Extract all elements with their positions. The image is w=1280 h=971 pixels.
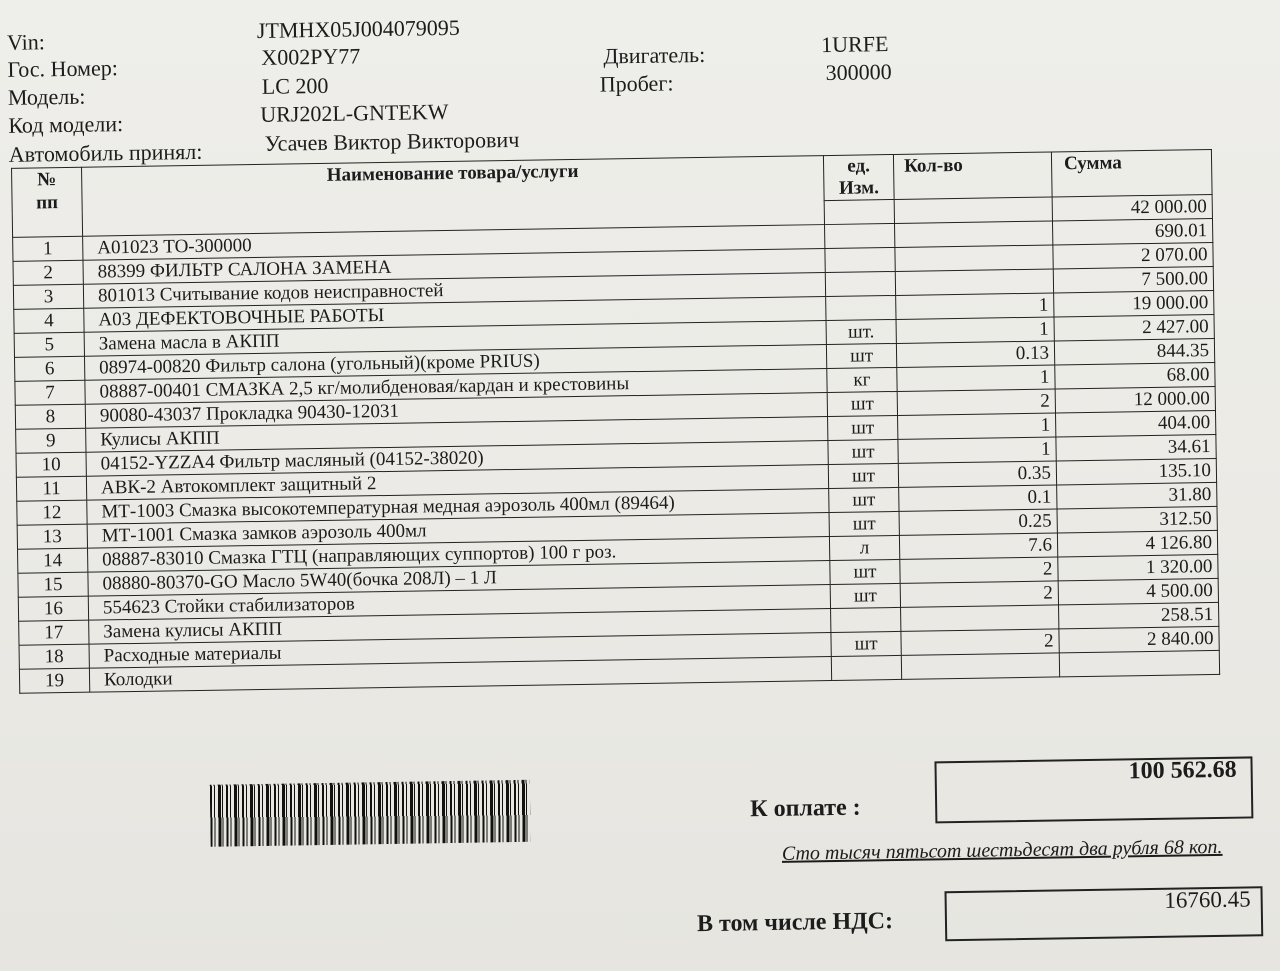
item-qty (895, 221, 1053, 247)
item-unit: шт (827, 391, 897, 416)
item-name: МТ-1003 Смазка высокотемпературная медная аэрозоль 400мл (89464) (87, 489, 829, 525)
row-number: 7 (15, 380, 85, 405)
row-number: 16 (18, 596, 88, 621)
mileage-value: 300000 (825, 58, 892, 86)
item-unit (826, 295, 896, 320)
item-name: 08887-00401 СМАЗКА 2,5 кг/молибденовая/кардан и крестовины (85, 369, 827, 405)
item-qty (895, 245, 1053, 271)
item-qty: 0.25 (899, 509, 1057, 535)
pay-label: К оплате : (749, 794, 861, 823)
item-sum: 404.00 (1055, 410, 1215, 437)
row-number: 1 (13, 236, 83, 261)
row-number: 2 (13, 260, 83, 285)
item-sum: 68.00 (1055, 362, 1215, 389)
items-table (11, 149, 1220, 694)
item-name: 08880-80370-GO Масло 5W40(бочка 208Л) – 1 Л (88, 561, 830, 597)
row-number: 15 (18, 572, 88, 597)
item-name: Колодки (89, 657, 831, 693)
item-unit: шт (828, 463, 898, 488)
row-number: 19 (19, 668, 89, 693)
item-sum: 2 840.00 (1059, 626, 1219, 653)
row-number: 12 (17, 500, 87, 525)
item-sum: 34.61 (1056, 434, 1216, 461)
item-name: Расходные материалы (89, 633, 831, 669)
row-number: 13 (17, 524, 87, 549)
item-unit (825, 271, 895, 296)
item-name: МТ-1001 Смазка замков аэрозоль 400мл (87, 513, 829, 549)
item-qty: 2 (900, 581, 1058, 607)
col-header-no-label: № (37, 169, 57, 191)
cell-qty (894, 197, 1052, 223)
item-name: 90080-43037 Прокладка 90430-12031 (85, 393, 827, 429)
barcode (210, 780, 531, 847)
item-sum: 19 000.00 (1054, 290, 1214, 317)
item-qty: 2 (897, 389, 1055, 415)
row-number: 14 (18, 548, 88, 573)
plate-label: Гос. Номер: (7, 55, 119, 82)
item-sum: 2 070.00 (1053, 242, 1213, 269)
item-qty: 1 (898, 413, 1056, 439)
model-label: Модель: (7, 83, 86, 110)
item-qty: 1 (897, 365, 1055, 391)
item-name: 08974-00820 Фильтр салона (угольный)(кроме PRIUS) (84, 345, 826, 381)
item-unit: шт (830, 583, 900, 608)
total-value: 100 562.68 (1128, 756, 1237, 785)
item-name: A03 ДЕФЕКТОВОЧНЫЕ РАБОТЫ (84, 297, 826, 333)
row-number: 3 (13, 284, 83, 309)
col-header-sum: Сумма (1051, 149, 1212, 197)
item-sum: 135.10 (1056, 458, 1216, 485)
item-name: A01023 ТО-300000 (83, 225, 825, 261)
item-unit: шт (829, 511, 899, 536)
cell-first-sum: 42 000.00 (1052, 194, 1212, 221)
item-sum: 258.51 (1059, 602, 1219, 629)
item-unit (831, 607, 901, 632)
item-sum: 31.80 (1057, 482, 1217, 509)
item-qty: 0.35 (898, 461, 1056, 487)
item-qty: 0.1 (899, 485, 1057, 511)
receiver-value: Усачев Виктор Викторович (264, 126, 520, 156)
row-number: 11 (16, 476, 86, 501)
vat-label: В том числе НДС: (696, 908, 894, 938)
item-sum: 4 500.00 (1058, 578, 1218, 605)
engine-label: Двигатель: (603, 41, 706, 69)
item-sum (1059, 650, 1219, 677)
item-name: 08887-83010 Смазка ГТЦ (направляющих суппортов) 100 г роз. (88, 537, 830, 573)
col-header-qty: Кол-во (893, 152, 1052, 199)
row-number: 9 (16, 428, 86, 453)
item-unit: шт (828, 439, 898, 464)
col-header-unit: ед. Изм. (823, 154, 894, 200)
row-number: 10 (16, 452, 86, 477)
item-unit: л (829, 535, 899, 560)
item-unit: шт (830, 559, 900, 584)
item-qty: 2 (900, 557, 1058, 583)
vat-value: 16760.45 (1164, 886, 1251, 913)
total-in-words: Сто тысяч пятьсот шестьдесят два рубля 68 коп. (781, 835, 1223, 865)
item-sum: 844.35 (1054, 338, 1214, 365)
plate-value: X002PY77 (261, 43, 361, 70)
vin-label: Vin: (6, 29, 46, 55)
col-header-name: Наименование товара/услуги (82, 156, 825, 237)
item-unit: шт (828, 415, 898, 440)
item-unit (831, 655, 901, 680)
item-name: 88399 ФИЛЬТР САЛОНА ЗАМЕНА (83, 249, 825, 285)
item-name: Кулисы АКПП (86, 417, 828, 453)
engine-value: 1URFE (820, 31, 889, 58)
item-qty: 1 (898, 437, 1056, 463)
item-qty (901, 653, 1059, 679)
vin-value: JTMHX05J004079095 (256, 14, 460, 43)
item-sum: 2 427.00 (1054, 314, 1214, 341)
item-unit: шт (831, 631, 901, 656)
item-unit: кг (827, 367, 897, 392)
mileage-label: Пробег: (599, 70, 674, 97)
model-code-value: URJ202L-GNTEKW (260, 98, 449, 127)
item-name: 04152-YZZA4 Фильтр масляный (04152-38020) (86, 441, 828, 477)
item-qty: 7.6 (899, 533, 1057, 559)
item-sum: 4 126.80 (1057, 530, 1217, 557)
item-sum: 690.01 (1052, 218, 1212, 245)
col-header-no-sub: пп (35, 192, 59, 214)
item-name: Замена кулисы АКПП (89, 609, 831, 645)
row-number: 4 (14, 308, 84, 333)
item-unit: шт (826, 343, 896, 368)
col-header-no (12, 167, 83, 237)
item-sum: 12 000.00 (1055, 386, 1215, 413)
item-qty: 1 (896, 317, 1054, 343)
item-unit: шт. (826, 319, 896, 344)
item-sum: 312.50 (1057, 506, 1217, 533)
item-qty (901, 605, 1059, 631)
model-code-label: Код модели: (8, 111, 124, 138)
row-number: 5 (14, 332, 84, 357)
row-number: 8 (15, 404, 85, 429)
item-qty: 1 (896, 293, 1054, 319)
cell-unit (824, 199, 894, 224)
items-table-body (13, 218, 1220, 693)
model-value: LC 200 (261, 72, 329, 99)
row-number: 6 (14, 356, 84, 381)
item-unit (825, 247, 895, 272)
item-qty: 0.13 (896, 341, 1054, 367)
item-qty (895, 269, 1053, 295)
item-name: АВК-2 Автокомплект защитный 2 (86, 465, 828, 501)
item-unit (825, 223, 895, 248)
row-number: 18 (19, 644, 89, 669)
receiver-label: Автомобиль принял: (8, 138, 203, 167)
item-unit: шт (829, 487, 899, 512)
item-name: 554623 Стойки стабилизаторов (88, 585, 830, 621)
item-name: Замена масла в АКПП (84, 321, 826, 357)
item-name: 801013 Считывание кодов неисправностей (83, 273, 825, 309)
row-number: 17 (19, 620, 89, 645)
item-sum: 7 500.00 (1053, 266, 1213, 293)
item-sum: 1 320.00 (1058, 554, 1218, 581)
item-qty: 2 (901, 629, 1059, 655)
